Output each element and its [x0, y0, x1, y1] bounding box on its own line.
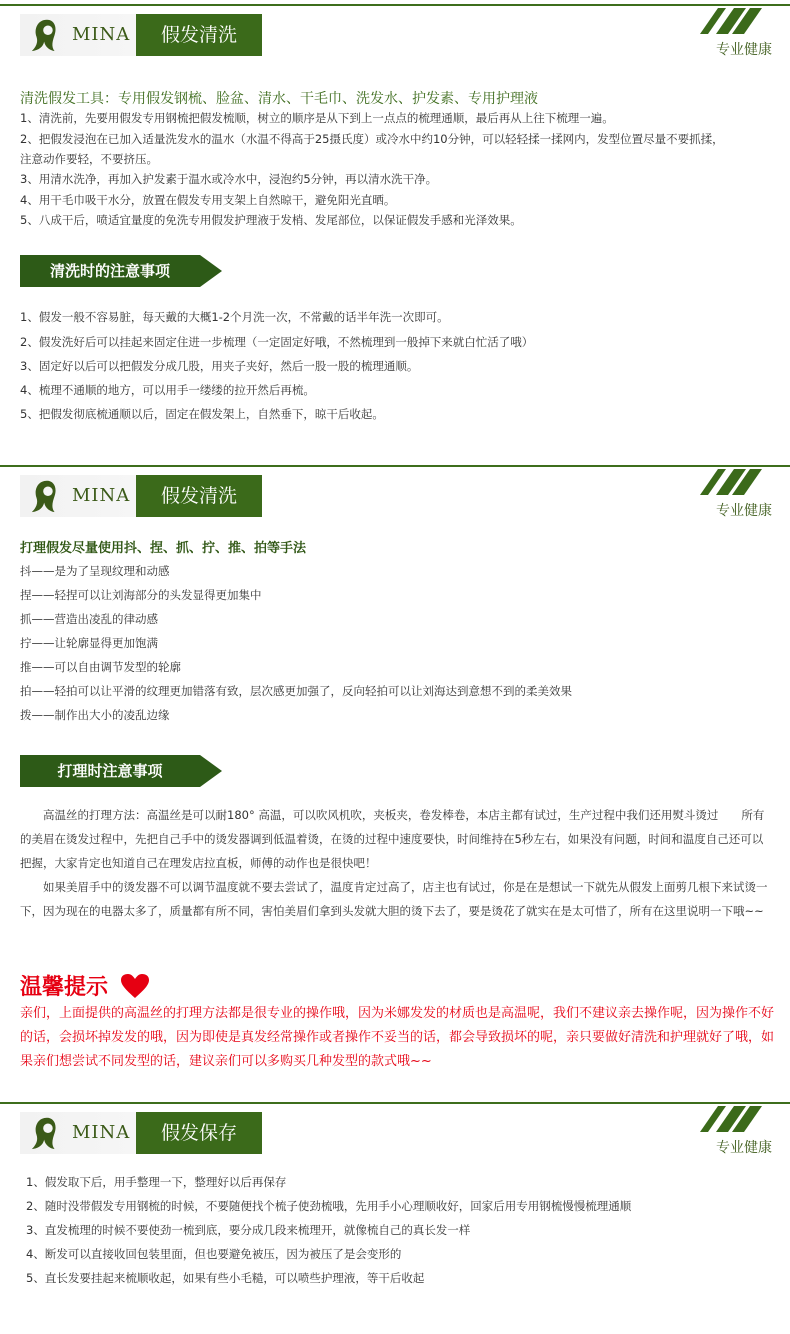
woman-silhouette-icon [28, 16, 66, 54]
warm-tip-text: 亲们，上面提供的高温丝的打理方法都是很专业的操作哦，因为米娜发发的材质也是高温呢，我们不建议亲去操作呢，因为操作不好的话，会损坏掉发发的哦，因为即使是真发经常操作或者操作不妥当的话，都会导致损坏的呢，亲只要做好清洗和护理就好了哦，如果亲们想尝试不同发型的话，建议亲们可以多购买几种发型的款式哦~~ [20, 1006, 775, 1069]
banner-arrow [200, 755, 222, 787]
step-line: 4、用干毛巾吸干水分，放置在假发专用支架上自然晾干，避免阳光直晒。 [20, 193, 396, 207]
section-tag: 假发保存 [136, 1112, 262, 1154]
section-tag: 假发清洗 [136, 475, 262, 517]
step-line: 5、八成干后，喷适宜量度的免洗专用假发护理液于发梢、发尾部位，以保证假发手感和光泽效果。 [20, 213, 522, 227]
banner-arrow [200, 255, 222, 287]
technique-line: 拧——让轮廓显得更加饱满 [20, 636, 158, 650]
technique-line: 推——可以自由调节发型的轮廓 [20, 660, 181, 674]
step-line: 注意动作要轻，不要挤压。 [20, 152, 158, 166]
curler-warning-paragraph: 如果美眉手中的烫发器不可以调节温度就不要去尝试了，温度肯定过高了，店主也有试过，你是在是想试一下就先从假发上面剪几根下来试烫一下，因为现在的电器太多了，质量都有所不同，害怕美眉们拿到头发就大胆的烫下去了，要是烫花了就实在是太可惜了，所有在这里说明一下哦~~ [20, 880, 768, 918]
heat-resistant-paragraph: 高温丝的打理方法：高温丝是可以耐180° 高温，可以吹风机吹，夹板夹，卷发棒卷，本店主都有试过，生产过程中我们还用熨斗烫过 所有的美眉在烫发过程中，先把自己手中的烫发器调到低温着烫，在烫的过程中速度要快，时间维持在5秒左右，如果没有问题，时间和温度自己还可以把握，大家肯定也知道自己在理发店拉直板，师傅的动作也是很快吧！ [20, 808, 765, 870]
storage-line: 1、假发取下后，用手整理一下，整理好以后再保存 [26, 1175, 287, 1189]
brand-name: MINA [72, 1122, 131, 1143]
divider-line [0, 465, 790, 467]
technique-line: 拍——轻拍可以让平滑的纹理更加错落有致，层次感更加强了，反向轻拍可以让刘海达到意想不到的柔美效果 [20, 684, 572, 698]
technique-line: 拨——制作出大小的凌乱边缘 [20, 708, 170, 722]
note-line: 4、梳理不通顺的地方，可以用手一缕缕的拉开然后再梳。 [20, 383, 315, 397]
storage-line: 5、直长发要挂起来梳顺收起，如果有些小毛糙，可以喷些护理液，等干后收起 [26, 1271, 425, 1285]
diagonal-stripes-icon [698, 8, 768, 34]
tagline: 专业健康 [716, 503, 772, 519]
technique-line: 捏——轻捏可以让刘海部分的头发显得更加集中 [20, 588, 262, 602]
section-tag: 假发清洗 [136, 14, 262, 56]
styling-notes-banner [20, 755, 230, 787]
styling-notes-banner-title: 打理时注意事项 [20, 755, 200, 787]
storage-line: 2、随时没带假发专用钢梳的时候，不要随便找个梳子使劲梳哦，先用手小心理顺收好，回家后用专用钢梳慢慢梳理通顺 [26, 1199, 632, 1213]
tools-heading: 清洗假发工具：专用假发钢梳、脸盆、清水、干毛巾、洗发水、护发素、专用护理液 [20, 91, 538, 107]
note-line: 1、假发一般不容易脏，每天戴的大概1-2个月洗一次，不常戴的话半年洗一次即可。 [20, 310, 449, 324]
tagline: 专业健康 [716, 1140, 772, 1156]
step-line: 1、清洗前，先要用假发专用钢梳把假发梳顺，树立的顺序是从下到上一点点的梳理通顺，最后再从上往下梳理一遍。 [20, 111, 614, 125]
heart-icon [120, 973, 150, 999]
notes-banner-title: 清洗时的注意事项 [20, 255, 200, 287]
section-wig-storage [0, 1102, 790, 1332]
step-line: 2、把假发浸泡在已加入适量洗发水的温水（水温不得高于25摄氏度）或冷水中约10分钟，可以轻轻揉一揉网内，发型位置尽量不要抓揉， [20, 132, 724, 146]
technique-line: 抖——是为了呈现纹理和动感 [20, 564, 170, 578]
section-wig-styling [0, 465, 790, 1069]
technique-line: 抓——营造出凌乱的律动感 [20, 612, 158, 626]
brand-header [20, 475, 260, 517]
storage-line: 3、直发梳理的时候不要使劲一梳到底，要分成几段来梳理开，就像梳自己的真长发一样 [26, 1223, 471, 1237]
warm-tip-title: 温馨提示 [20, 975, 109, 1000]
section-wig-washing [0, 4, 790, 424]
brand-header [20, 14, 260, 56]
diagonal-stripes-icon [698, 469, 768, 495]
woman-silhouette-icon [28, 477, 66, 515]
tagline: 专业健康 [716, 42, 772, 58]
brand-header [20, 1112, 260, 1154]
brand-name: MINA [72, 24, 131, 45]
note-line: 2、假发洗好后可以挂起来固定住进一步梳理（一定固定好哦，不然梳理到一般掉下来就白忙活了哦） [20, 335, 534, 349]
divider-line [0, 1102, 790, 1104]
divider-line [0, 4, 790, 6]
note-line: 3、固定好以后可以把假发分成几股，用夹子夹好，然后一股一股的梳理通顺。 [20, 359, 419, 373]
woman-silhouette-icon [28, 1114, 66, 1152]
storage-line: 4、断发可以直接收回包装里面，但也要避免被压，因为被压了是会变形的 [26, 1247, 402, 1261]
brand-name: MINA [72, 485, 131, 506]
notes-banner [20, 255, 230, 287]
note-line: 5、把假发彻底梳通顺以后，固定在假发架上，自然垂下，晾干后收起。 [20, 407, 384, 421]
techniques-heading: 打理假发尽量使用抖、捏、抓、拧、推、拍等手法 [20, 541, 307, 556]
step-line: 3、用清水洗净，再加入护发素于温水或冷水中，浸泡约5分钟，再以清水洗干净。 [20, 172, 438, 186]
diagonal-stripes-icon [698, 1106, 768, 1132]
